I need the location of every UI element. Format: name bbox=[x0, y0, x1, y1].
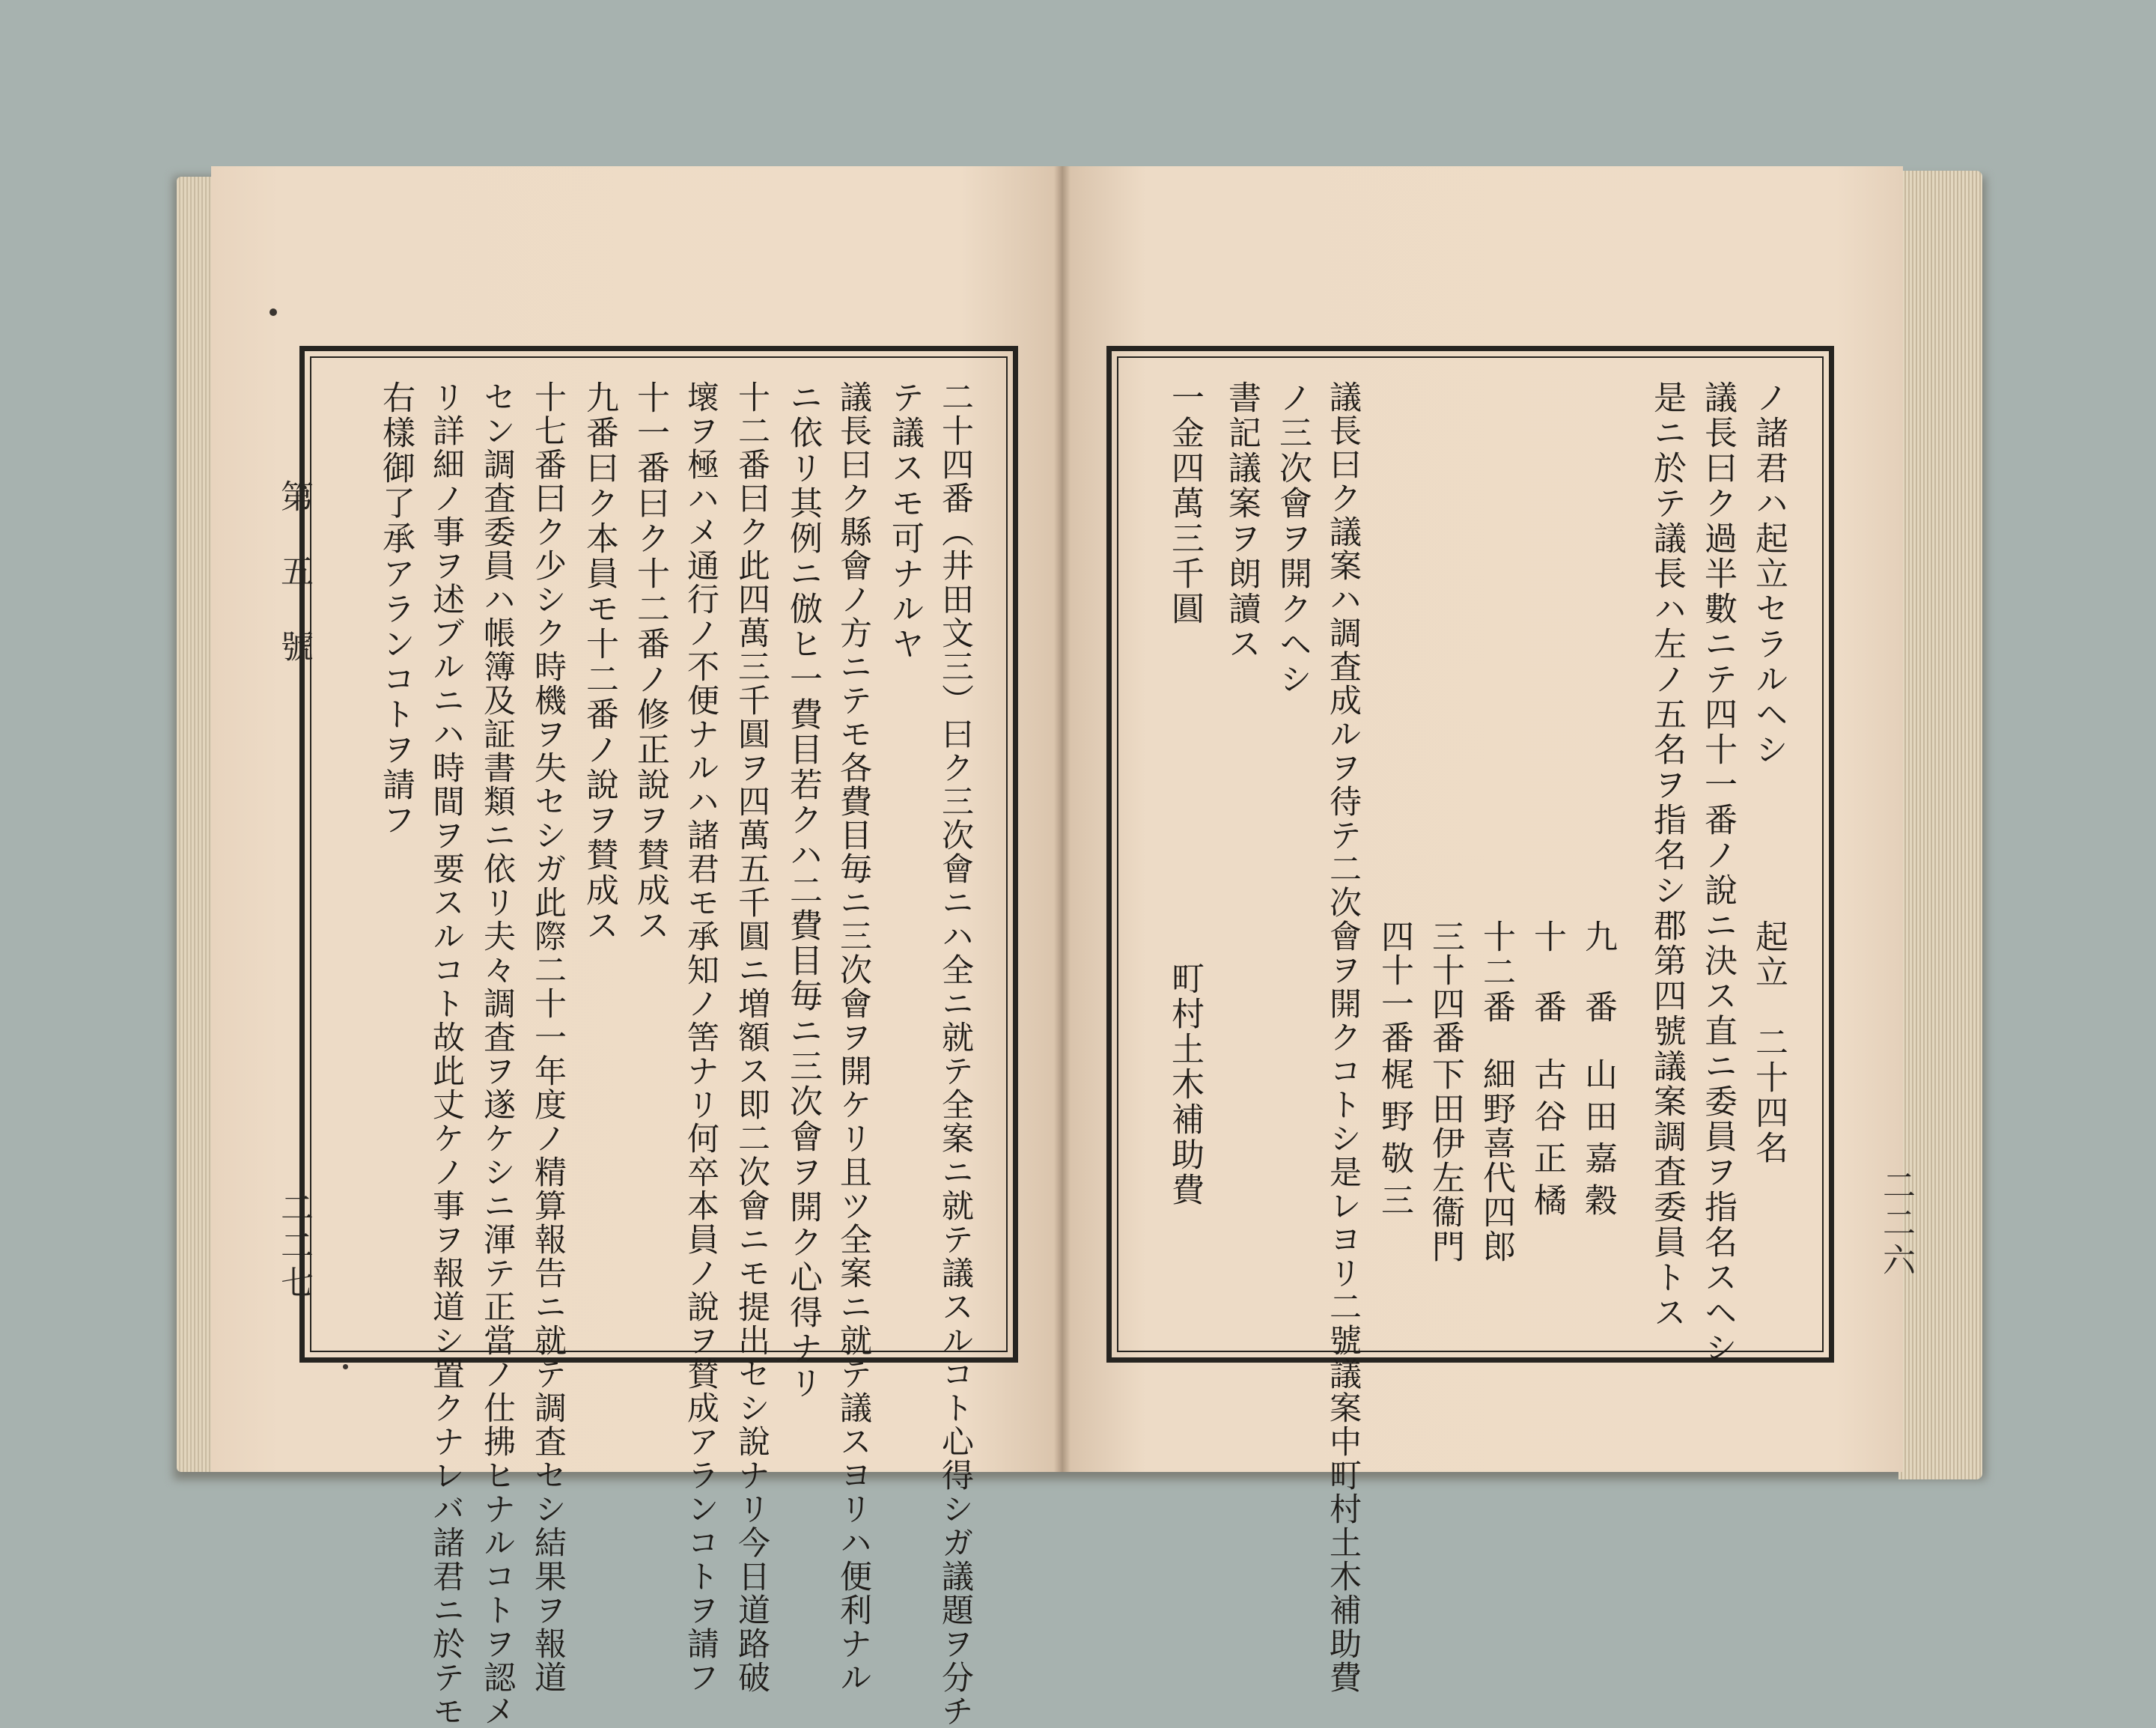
left-line-11: リ詳細ノ事ヲ述ブルニハ時間ヲ要スルコト故此丈ケノ事ヲ報道シ置クナレバ諸君ニ於テモ bbox=[427, 380, 465, 1728]
book-gutter bbox=[1054, 166, 1071, 1472]
left-bottom-mark bbox=[343, 1364, 348, 1369]
left-line-12: 右樣御了承アランコトヲ請フ bbox=[377, 380, 415, 838]
left-page-header: 第五號 bbox=[275, 479, 313, 704]
member-name-5: 梶野敬三 bbox=[1375, 1057, 1413, 1225]
member-number-5: 四十一番 bbox=[1375, 919, 1413, 1054]
right-line-7: 一金四萬三千圓 bbox=[1166, 380, 1204, 627]
right-line-6: 書記議案ヲ朗讀ス bbox=[1222, 380, 1261, 662]
right-budget-item: 町村土木補助費 bbox=[1166, 961, 1204, 1208]
left-line-1: 二十四番（井田文三）曰ク三次會ニハ全ニ就テ全案ニ就テ議スルコト心得シガ議題ヲ分チ bbox=[937, 380, 974, 1728]
left-line-9: 十七番曰ク少シク時機ヲ失セシガ此際二十一年度ノ精算報告ニ就テ調査セシ結果ヲ報道 bbox=[529, 380, 567, 1694]
right-line-1: ノ諸君ハ起立セラルヘシ bbox=[1750, 380, 1788, 767]
left-line-10: セン調査委員ハ帳簿及証書類ニ依リ夫々調査ヲ遂ケシニ渾テ正當ノ仕拂ヒナルコトヲ認メ bbox=[478, 380, 516, 1728]
left-line-8: 九番曰ク本員モ十二番ノ說ヲ賛成ス bbox=[580, 380, 618, 943]
right-page-number: 二二六 bbox=[1877, 1168, 1915, 1280]
right-line-2: 議長曰ク過半數ニテ四十一番ノ說ニ決ス直ニ委員ヲ指名スヘシ bbox=[1699, 380, 1737, 1366]
member-number-2: 十 番 bbox=[1528, 919, 1566, 1025]
member-name-2: 古谷正橘 bbox=[1528, 1057, 1566, 1225]
left-corner-mark bbox=[270, 308, 277, 316]
member-name-4: 下田伊左衞門 bbox=[1426, 1057, 1464, 1264]
member-number-4: 三十四番 bbox=[1426, 919, 1464, 1054]
right-page-edges bbox=[1898, 171, 1982, 1479]
left-line-2: テ議スモ可ナルヤ bbox=[886, 380, 924, 662]
right-line-3: 是ニ於テ議長ハ左ノ五名ヲ指名シ郡第四號議案調査委員トス bbox=[1648, 380, 1686, 1330]
left-page-number: 二二七 bbox=[275, 1190, 313, 1303]
right-line-5: ノ三次會ヲ開クヘシ bbox=[1273, 380, 1312, 697]
left-line-5: 十二番曰ク此四萬三千圓ヲ四萬五千圓ニ増額ス即二次會ニモ提出セシ說ナリ今日道路破 bbox=[733, 380, 770, 1694]
right-line-4: 議長曰ク議案ハ調査成ルヲ待テ二次會ヲ開クコトシ是レヨリ二號議案中町村土木補助費 bbox=[1324, 380, 1362, 1694]
left-line-7: 十一番曰ク十二番ノ修正說ヲ賛成ス bbox=[631, 380, 669, 943]
left-line-6: 壞ヲ極ハメ通行ノ不便ナルハ諸君モ承知ノ筈ナリ何卒本員ノ說ヲ賛成アランコトヲ請フ bbox=[682, 380, 719, 1694]
member-number-1: 九 番 bbox=[1579, 919, 1617, 1025]
member-name-1: 山田嘉穀 bbox=[1579, 1057, 1617, 1225]
member-number-3: 十二番 bbox=[1477, 919, 1515, 1025]
left-line-4: ニ依リ其例ニ倣ヒ一費目若クハ二費目毎ニ三次會ヲ開ク心得ナリ bbox=[784, 380, 822, 1401]
right-tally: 起立 二十四名 bbox=[1750, 919, 1788, 1166]
left-line-3: 議長曰ク縣會ノ方ニテモ各費目毎ニ三次會ヲ開ケリ且ツ全案ニ就テ議スヨリハ便利ナル bbox=[835, 380, 872, 1694]
member-name-3: 細野喜代四郎 bbox=[1477, 1057, 1515, 1264]
